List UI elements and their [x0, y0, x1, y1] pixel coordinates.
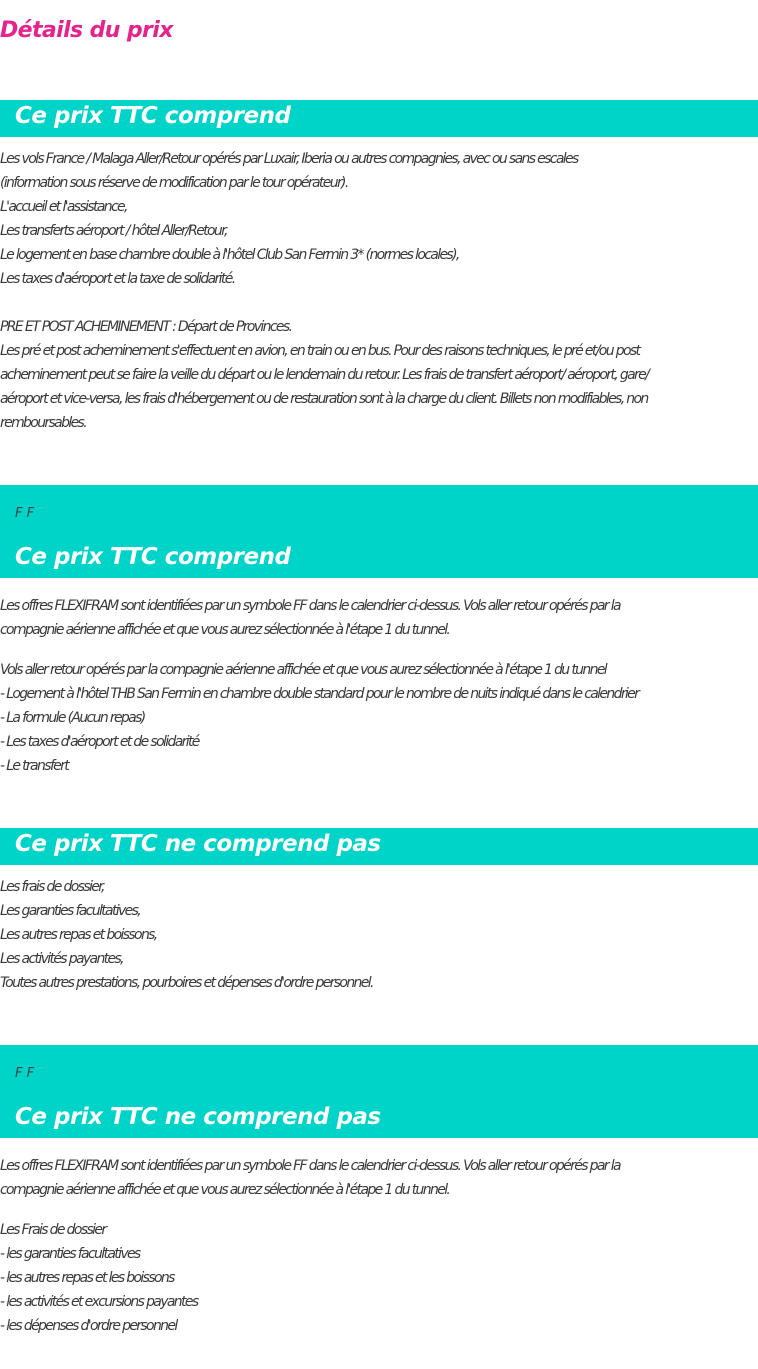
text-line: Toutes autres prestations, pourboires et dépenses d'ordre personnel. — [0, 975, 373, 991]
text-line: remboursables. — [0, 415, 86, 431]
text-line: - La formule (Aucun repas) — [0, 710, 145, 726]
text-line: Les transferts aéroport / hôtel Aller/Retour, — [0, 223, 227, 239]
text-line: Les frais de dossier, — [0, 879, 104, 895]
text-line: - Les taxes d'aéroport et de solidarité — [0, 734, 199, 750]
text-line: L'accueil et l'assistance, — [0, 199, 127, 215]
text-line: - les activités et excursions payantes — [0, 1294, 198, 1310]
included-list — [0, 147, 758, 291]
not-included-list — [0, 875, 758, 995]
ff-tag: F F — [15, 506, 35, 521]
text-line: Les autres repas et boissons, — [0, 927, 157, 943]
flexifram-intro — [0, 594, 758, 642]
text-line: - Logement à l'hôtel THB San Fermin en chambre double standard pour le nombre de nuits indiqué dans le calendrier — [0, 686, 639, 702]
text-line: (information sous réserve de modification par le tour opérateur). — [0, 175, 348, 191]
text-line: Les activités payantes, — [0, 951, 123, 967]
text-line: - les autres repas et les boissons — [0, 1270, 174, 1286]
text-line: Les pré et post acheminement s'effectuent en avion, en train ou en bus. Pour des raisons techniques, le pré et/ou post — [0, 343, 640, 359]
text-line: Les offres FLEXIFRAM sont identifiées par un symbole FF dans le calendrier ci-dessus. Vols aller retour opérés par la — [0, 598, 620, 614]
text-line: Vols aller retour opérés par la compagnie aérienne affichée et que vous aurez sélectionnée à l'étape 1 du tunnel — [0, 662, 607, 678]
ff-tag: F F — [15, 1066, 35, 1081]
text-line: Les vols France / Malaga Aller/Retour opérés par Luxair, Iberia ou autres compagnies, avec ou sans escales — [0, 151, 578, 167]
section-header-not-included-ff — [0, 1045, 758, 1138]
text-line: acheminement peut se faire la veille du départ ou le lendemain du retour. Les frais de transfert aéroport/ aéroport, gare/ — [0, 367, 649, 383]
text-line: Les offres FLEXIFRAM sont identifiées par un symbole FF dans le calendrier ci-dessus. Vols aller retour opérés par la — [0, 1158, 620, 1174]
text-line: aéroport et vice-versa, les frais d'hébergement ou de restauration sont à la charge du client. Billets non modifiables, non — [0, 391, 648, 407]
page-title: Détails du prix — [0, 18, 173, 43]
section-header-included — [0, 100, 758, 137]
text-line: compagnie aérienne affichée et que vous aurez sélectionnée à l'étape 1 du tunnel. — [0, 622, 450, 638]
section-title: Ce prix TTC comprend — [15, 103, 291, 129]
text-line: compagnie aérienne affichée et que vous aurez sélectionnée à l'étape 1 du tunnel. — [0, 1182, 450, 1198]
text-line: Les Frais de dossier — [0, 1222, 106, 1238]
text-line: - les garanties facultatives — [0, 1246, 140, 1262]
text-line: - Le transfert — [0, 758, 69, 774]
text-line: Le logement en base chambre double à l'hôtel Club San Fermin 3* (normes locales), — [0, 247, 459, 263]
section-title: Ce prix TTC ne comprend pas — [15, 1104, 381, 1130]
text-line: Les garanties facultatives, — [0, 903, 141, 919]
pre-post-paragraph — [0, 315, 758, 435]
included-ff-list — [0, 658, 758, 778]
text-line: Les taxes d'aéroport et la taxe de solidarité. — [0, 271, 235, 287]
text-line: - les dépenses d'ordre personnel — [0, 1318, 177, 1334]
section-header-not-included — [0, 828, 758, 865]
section-header-included-ff — [0, 485, 758, 578]
section-title: Ce prix TTC comprend — [15, 544, 291, 570]
text-line: PRE ET POST ACHEMINEMENT : Départ de Provinces. — [0, 319, 292, 335]
not-included-ff-list — [0, 1218, 758, 1338]
section-title: Ce prix TTC ne comprend pas — [15, 831, 381, 857]
flexifram-intro — [0, 1154, 758, 1202]
